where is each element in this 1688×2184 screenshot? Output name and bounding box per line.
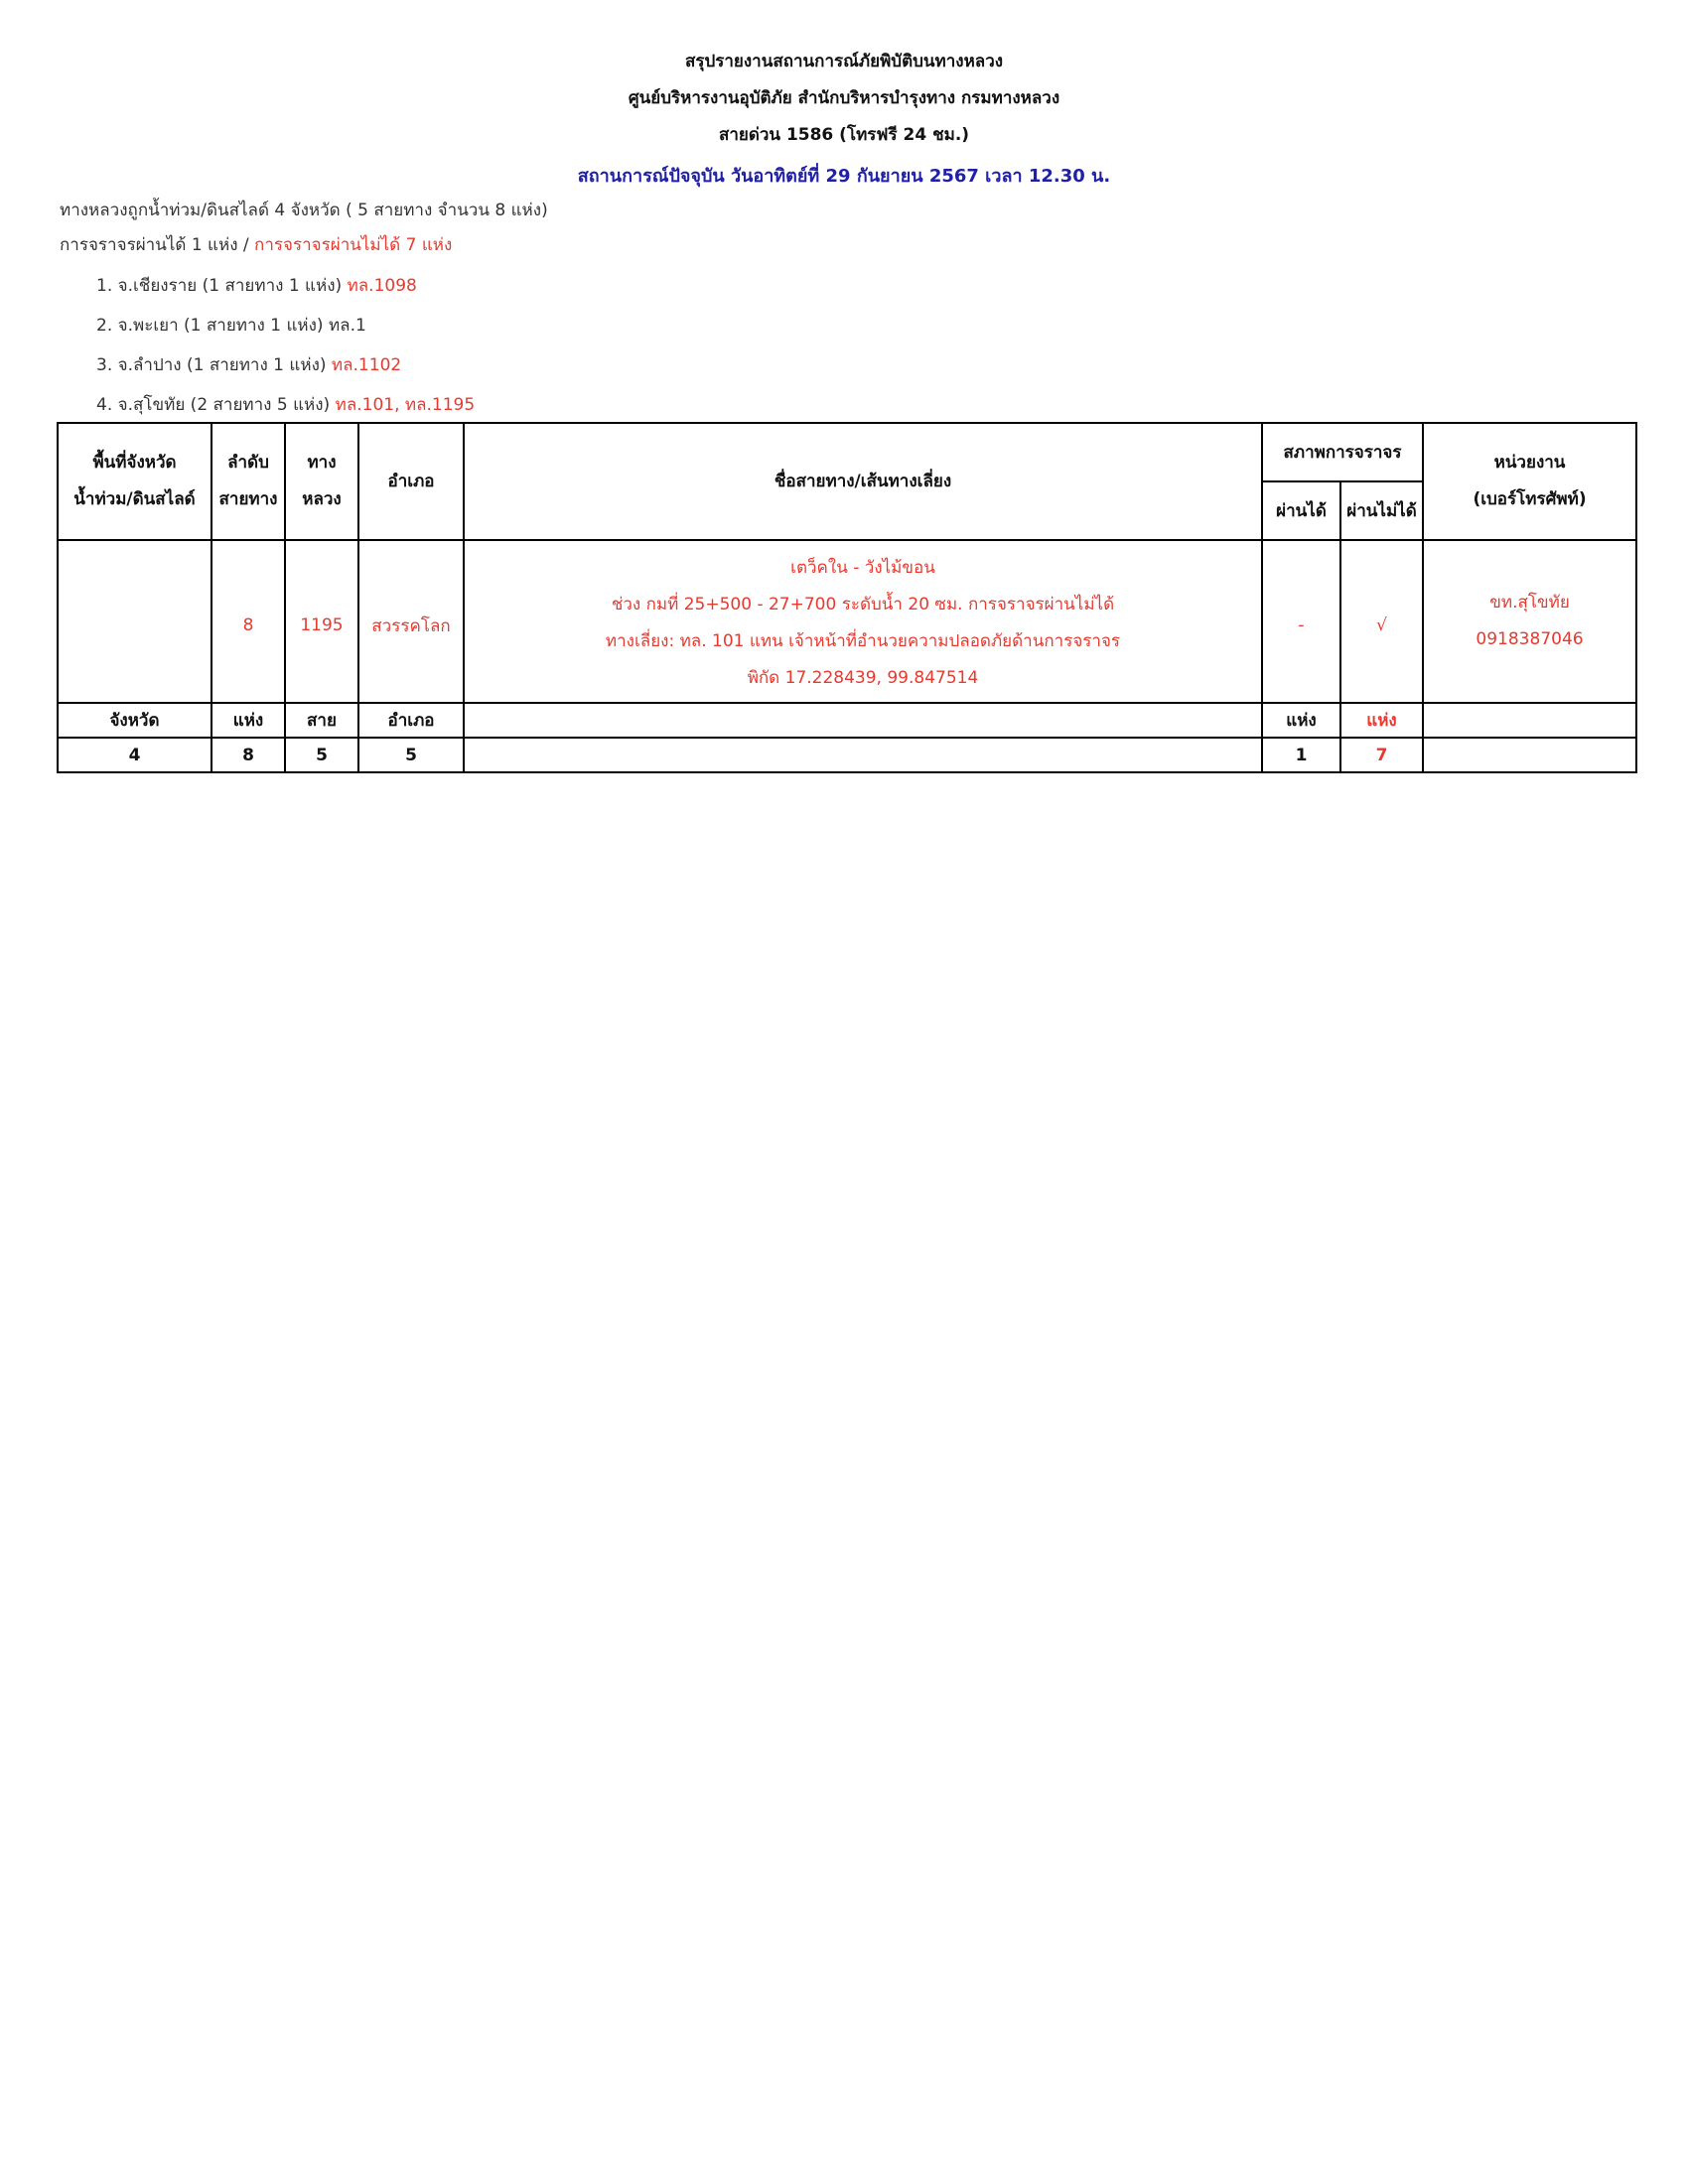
unit-name: ขท.สุโขทัย	[1489, 593, 1570, 613]
cell-highway	[285, 540, 358, 703]
cell-no-pass	[1340, 540, 1423, 703]
province-item	[96, 391, 475, 418]
current-situation: สถานการณ์ปัจจุบัน วันอาทิตย์ที่ 29 กันยายน 2567 เวลา 12.30 น.	[577, 166, 1111, 187]
header-district: อำเภอ	[358, 423, 464, 540]
label-no-pass: แห่ง	[1340, 703, 1423, 738]
total-district: 5	[358, 738, 464, 772]
header-highway-line1: ทาง	[307, 453, 337, 473]
cell-area	[58, 540, 211, 703]
cell-district	[358, 540, 464, 703]
label-routes: สาย	[285, 703, 358, 738]
total-label-row	[58, 703, 1636, 738]
label-places: แห่ง	[211, 703, 285, 738]
header-no-pass: ผ่านไม่ได้	[1340, 481, 1423, 540]
label-district: อำเภอ	[358, 703, 464, 738]
header-unit-line1: หน่วยงาน	[1493, 453, 1566, 473]
total-no-pass: 7	[1340, 738, 1423, 772]
total-value-row	[58, 738, 1636, 772]
header-order-line1: ลำดับ	[227, 453, 269, 473]
route-coordinates: พิกัด 17.228439, 99.847514	[747, 668, 979, 688]
cell-order-value: 8	[242, 615, 254, 635]
header-unit	[1423, 423, 1636, 540]
hotline-text: สายด่วน 1586 (โทรฟรี 24 ชม.)	[718, 125, 970, 145]
province-roads: ทล.1102	[331, 355, 402, 375]
cell-pass-value: -	[1298, 615, 1305, 635]
label-pass: แห่ง	[1262, 703, 1340, 738]
cell-highway-value: 1195	[300, 615, 344, 635]
header-area	[58, 423, 211, 540]
label-unit-empty	[1423, 703, 1636, 738]
header-order-line2: สายทาง	[218, 489, 278, 509]
cell-order	[211, 540, 285, 703]
cell-route	[464, 540, 1262, 703]
header-area-line2: น้ำท่วม/ดินสไลด์	[73, 489, 196, 509]
province-roads: ทล.1098	[347, 276, 417, 296]
province-text: 3. จ.ลำปาง (1 สายทาง 1 แห่ง)	[96, 355, 332, 375]
route-section: ช่วง กมที่ 25+500 - 27+700 ระดับน้ำ 20 ซม. การจราจรผ่านไม่ได้	[611, 595, 1115, 614]
summary-pass: การจราจรผ่านได้ 1 แห่ง /	[60, 235, 255, 255]
check-mark-icon: √	[1376, 615, 1387, 635]
header-pass: ผ่านได้	[1262, 481, 1340, 540]
organization-name: ศูนย์บริหารงานอุบัติภัย สำนักบริหารบำรุงทาง กรมทางหลวง	[628, 88, 1060, 108]
summary-no-pass: การจราจรผ่านไม่ได้ 7 แห่ง	[254, 235, 453, 255]
total-places: 8	[211, 738, 285, 772]
header-area-line1: พื้นที่จังหวัด	[92, 453, 177, 473]
province-text: 1. จ.เชียงราย (1 สายทาง 1 แห่ง)	[96, 276, 348, 296]
total-routes: 5	[285, 738, 358, 772]
province-roads: ทล.101, ทล.1195	[335, 395, 476, 415]
province-item	[96, 351, 401, 378]
cell-pass	[1262, 540, 1340, 703]
route-detour: ทางเลี่ยง: ทล. 101 แทน เจ้าหน้าที่อำนวยความปลอดภัยด้านการจราจร	[605, 631, 1121, 651]
label-province: จังหวัด	[58, 703, 211, 738]
route-name: เตว็คใน - วังไม้ขอน	[790, 558, 935, 578]
cell-unit	[1423, 540, 1636, 703]
summary-line-2	[60, 231, 452, 258]
header-highway-line2: หลวง	[302, 489, 342, 509]
report-title: สรุปรายงานสถานการณ์ภัยพิบัติบนทางหลวง	[684, 52, 1004, 71]
total-empty	[464, 738, 1262, 772]
province-text: 4. จ.สุโขทัย (2 สายทาง 5 แห่ง)	[96, 395, 336, 415]
total-pass: 1	[1262, 738, 1340, 772]
total-province: 4	[58, 738, 211, 772]
province-item	[96, 312, 366, 339]
header-unit-line2: (เบอร์โทรศัพท์)	[1473, 489, 1587, 509]
total-unit-empty	[1423, 738, 1636, 772]
table-row	[58, 540, 1636, 703]
header-route: ชื่อสายทาง/เส้นทางเลี่ยง	[464, 423, 1262, 540]
header-traffic: สภาพการจราจร	[1262, 423, 1423, 481]
unit-phone: 0918387046	[1476, 629, 1584, 649]
label-empty	[464, 703, 1262, 738]
header-order	[211, 423, 285, 540]
cell-district-value: สวรรคโลก	[371, 615, 451, 636]
header-highway	[285, 423, 358, 540]
province-item	[96, 272, 417, 299]
summary-line-1: ทางหลวงถูกน้ำท่วม/ดินสไลด์ 4 จังหวัด ( 5 สายทาง จำนวน 8 แห่ง)	[60, 201, 548, 220]
disaster-table	[57, 422, 1637, 773]
province-text: 2. จ.พะเยา (1 สายทาง 1 แห่ง) ทล.1	[96, 316, 366, 336]
